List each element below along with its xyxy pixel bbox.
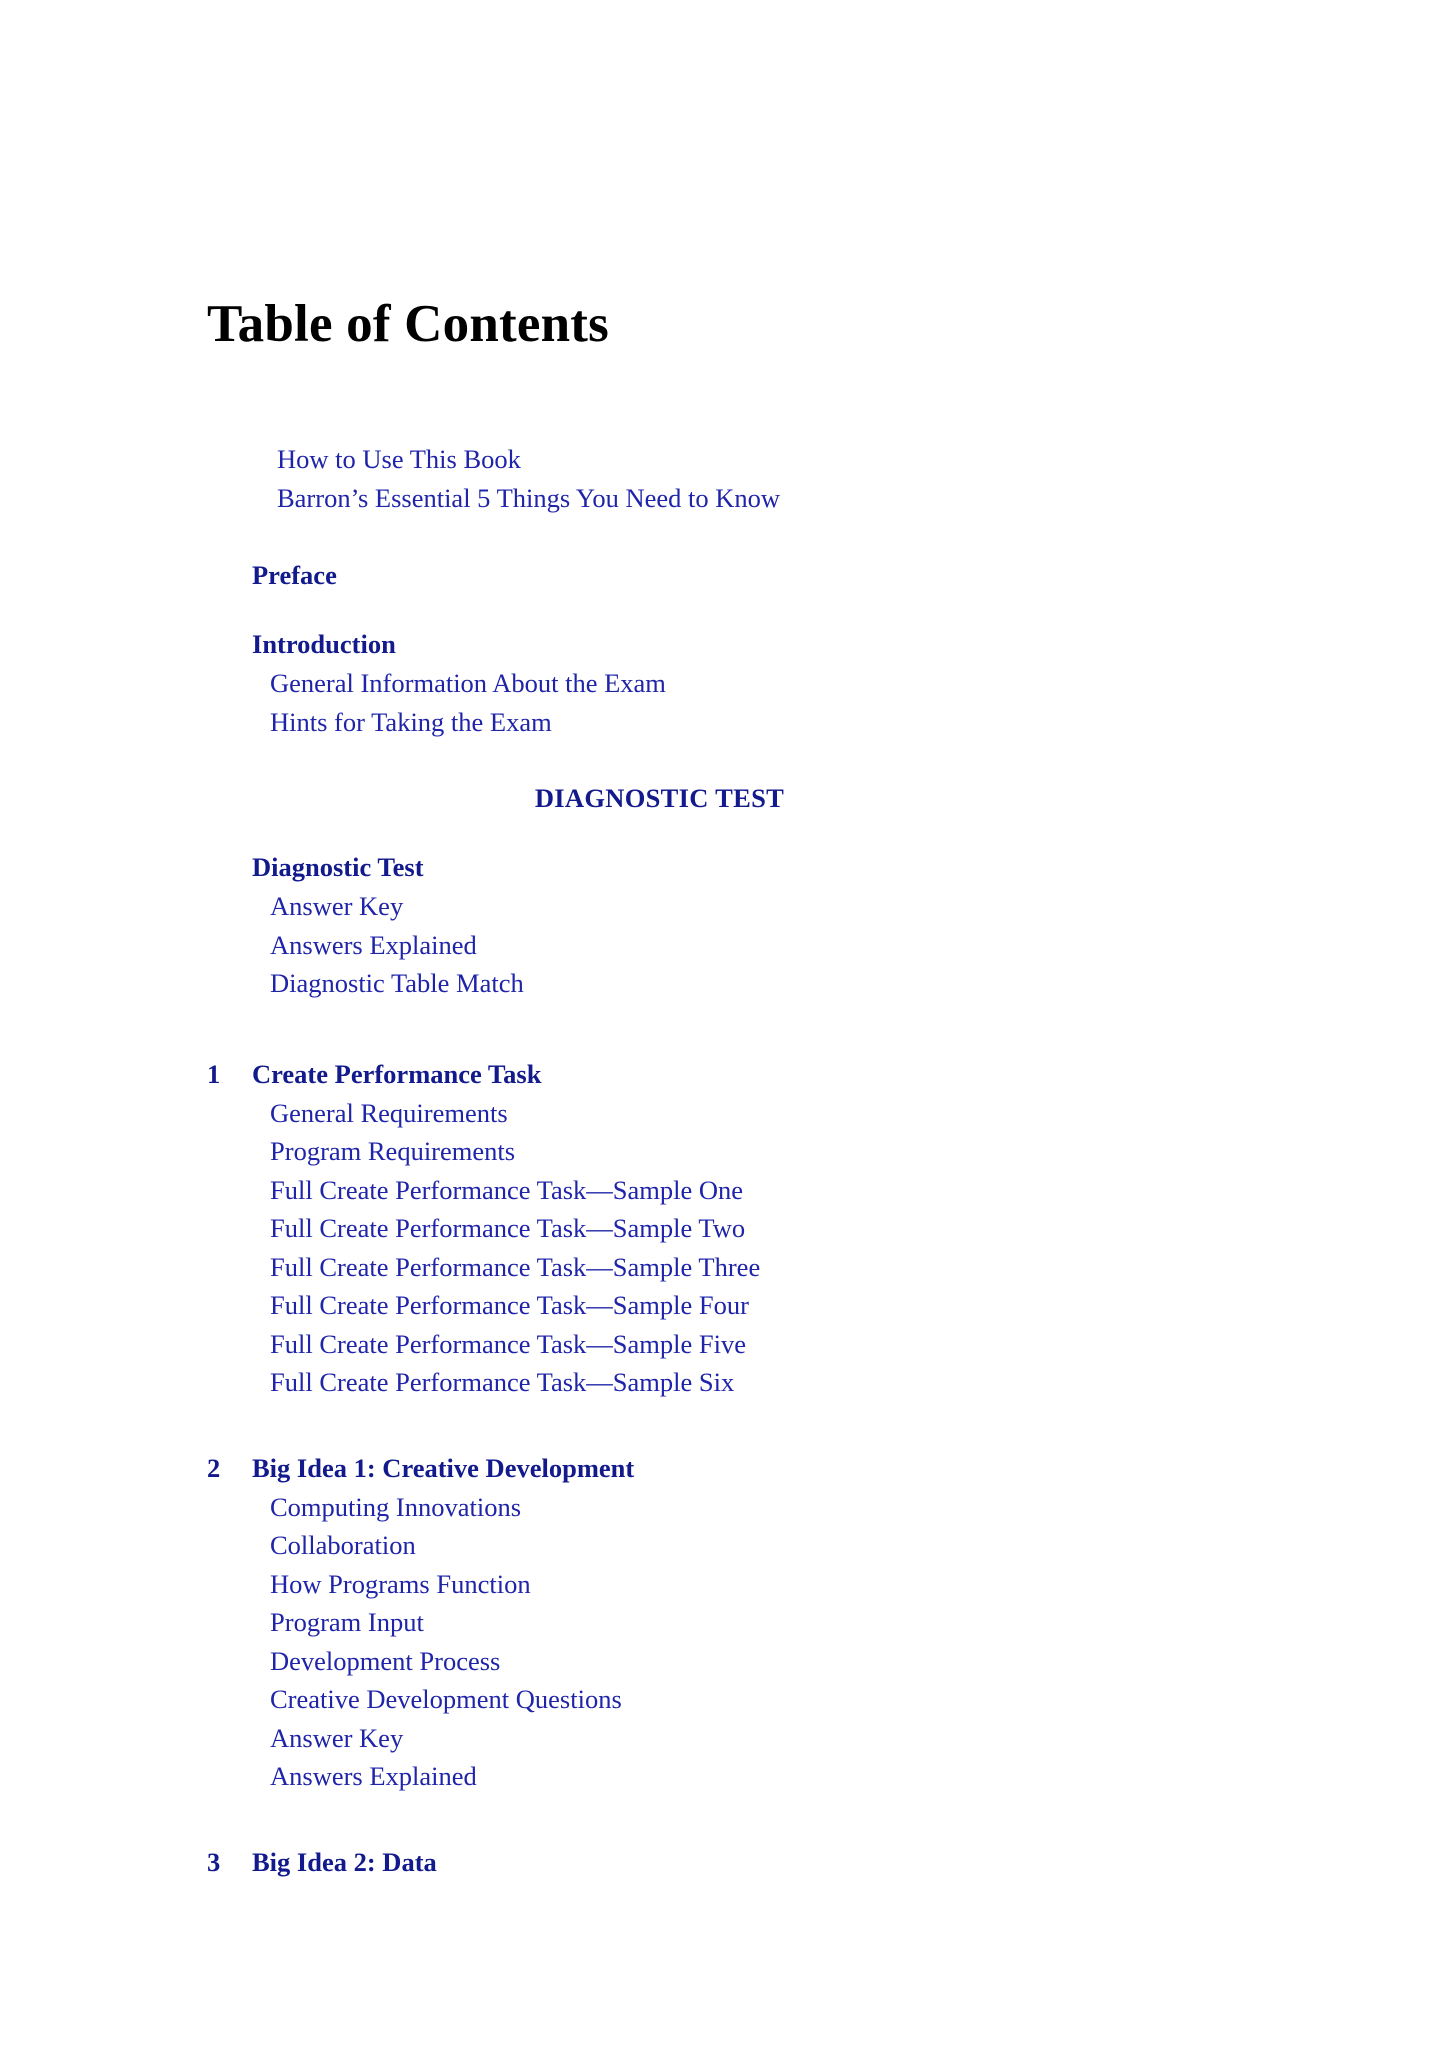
toc-entry-program-requirements[interactable]: Program Requirements bbox=[270, 1136, 516, 1166]
toc-entry-create-task-sample-five[interactable]: Full Create Performance Task—Sample Five bbox=[270, 1328, 747, 1359]
toc-section-preface[interactable]: Preface bbox=[252, 560, 337, 590]
toc-entry-how-to-use-this-book[interactable]: How to Use This Book bbox=[277, 444, 521, 474]
toc-section-introduction[interactable]: Introduction bbox=[252, 629, 396, 659]
toc-entry-create-task-sample-four[interactable]: Full Create Performance Task—Sample Four bbox=[270, 1290, 749, 1320]
toc-entry-program-input[interactable]: Program Input bbox=[270, 1607, 424, 1637]
toc-entry-create-task-sample-one[interactable]: Full Create Performance Task—Sample One bbox=[270, 1174, 744, 1205]
toc-entry-answer-key-ch2[interactable]: Answer Key bbox=[270, 1722, 404, 1753]
toc-entry-hints-for-taking-the-exam[interactable]: Hints for Taking the Exam bbox=[270, 706, 552, 737]
spacer bbox=[0, 518, 1449, 556]
toc-section-diagnostic-test[interactable]: Diagnostic Test bbox=[252, 852, 424, 882]
toc-entry-creative-development-questions[interactable]: Creative Development Questions bbox=[270, 1684, 622, 1714]
spacer bbox=[0, 741, 1449, 779]
toc-entry-barrons-essential-5[interactable]: Barron’s Essential 5 Things You Need to Know bbox=[277, 483, 780, 513]
spacer bbox=[0, 595, 1449, 625]
chapter-title: Big Idea 1: Creative Development bbox=[252, 1452, 635, 1483]
toc-entry-development-process[interactable]: Development Process bbox=[270, 1645, 501, 1676]
toc-entry-answer-key[interactable]: Answer Key bbox=[270, 891, 404, 921]
toc-chapter-1-heading[interactable] bbox=[0, 1055, 1449, 1094]
toc-entry-general-information-about-the-exam[interactable]: General Information About the Exam bbox=[270, 668, 666, 698]
spacer bbox=[0, 1796, 1449, 1843]
spacer bbox=[0, 1402, 1449, 1449]
table-of-contents bbox=[0, 440, 1449, 1882]
toc-entry-general-requirements[interactable]: General Requirements bbox=[270, 1097, 508, 1128]
toc-entry-diagnostic-table-match[interactable]: Diagnostic Table Match bbox=[270, 968, 524, 998]
toc-entry-create-task-sample-two[interactable]: Full Create Performance Task—Sample Two bbox=[270, 1213, 746, 1243]
toc-part-heading-diagnostic-test: DIAGNOSTIC TEST bbox=[534, 783, 785, 813]
toc-entry-how-programs-function[interactable]: How Programs Function bbox=[270, 1568, 531, 1599]
toc-entry-collaboration[interactable]: Collaboration bbox=[270, 1530, 416, 1560]
toc-entry-computing-innovations[interactable]: Computing Innovations bbox=[270, 1491, 522, 1522]
toc-chapter-2-heading[interactable] bbox=[0, 1449, 1449, 1488]
chapter-number: 3 bbox=[207, 1846, 221, 1877]
chapter-number: 1 bbox=[207, 1058, 221, 1089]
spacer bbox=[0, 1003, 1449, 1055]
toc-entry-answers-explained[interactable]: Answers Explained bbox=[270, 929, 477, 960]
front-matter-group bbox=[0, 440, 1449, 518]
spacer bbox=[0, 818, 1449, 848]
chapter-number: 2 bbox=[207, 1452, 221, 1483]
toc-entry-create-task-sample-six[interactable]: Full Create Performance Task—Sample Six bbox=[270, 1367, 735, 1397]
toc-entry-answers-explained-ch2[interactable]: Answers Explained bbox=[270, 1761, 477, 1791]
page-title: Table of Contents bbox=[207, 295, 609, 353]
chapter-title: Big Idea 2: Data bbox=[252, 1846, 437, 1877]
chapter-title: Create Performance Task bbox=[252, 1058, 542, 1089]
toc-entry-create-task-sample-three[interactable]: Full Create Performance Task—Sample Three bbox=[270, 1251, 761, 1282]
toc-chapter-3-heading[interactable] bbox=[0, 1843, 1449, 1882]
